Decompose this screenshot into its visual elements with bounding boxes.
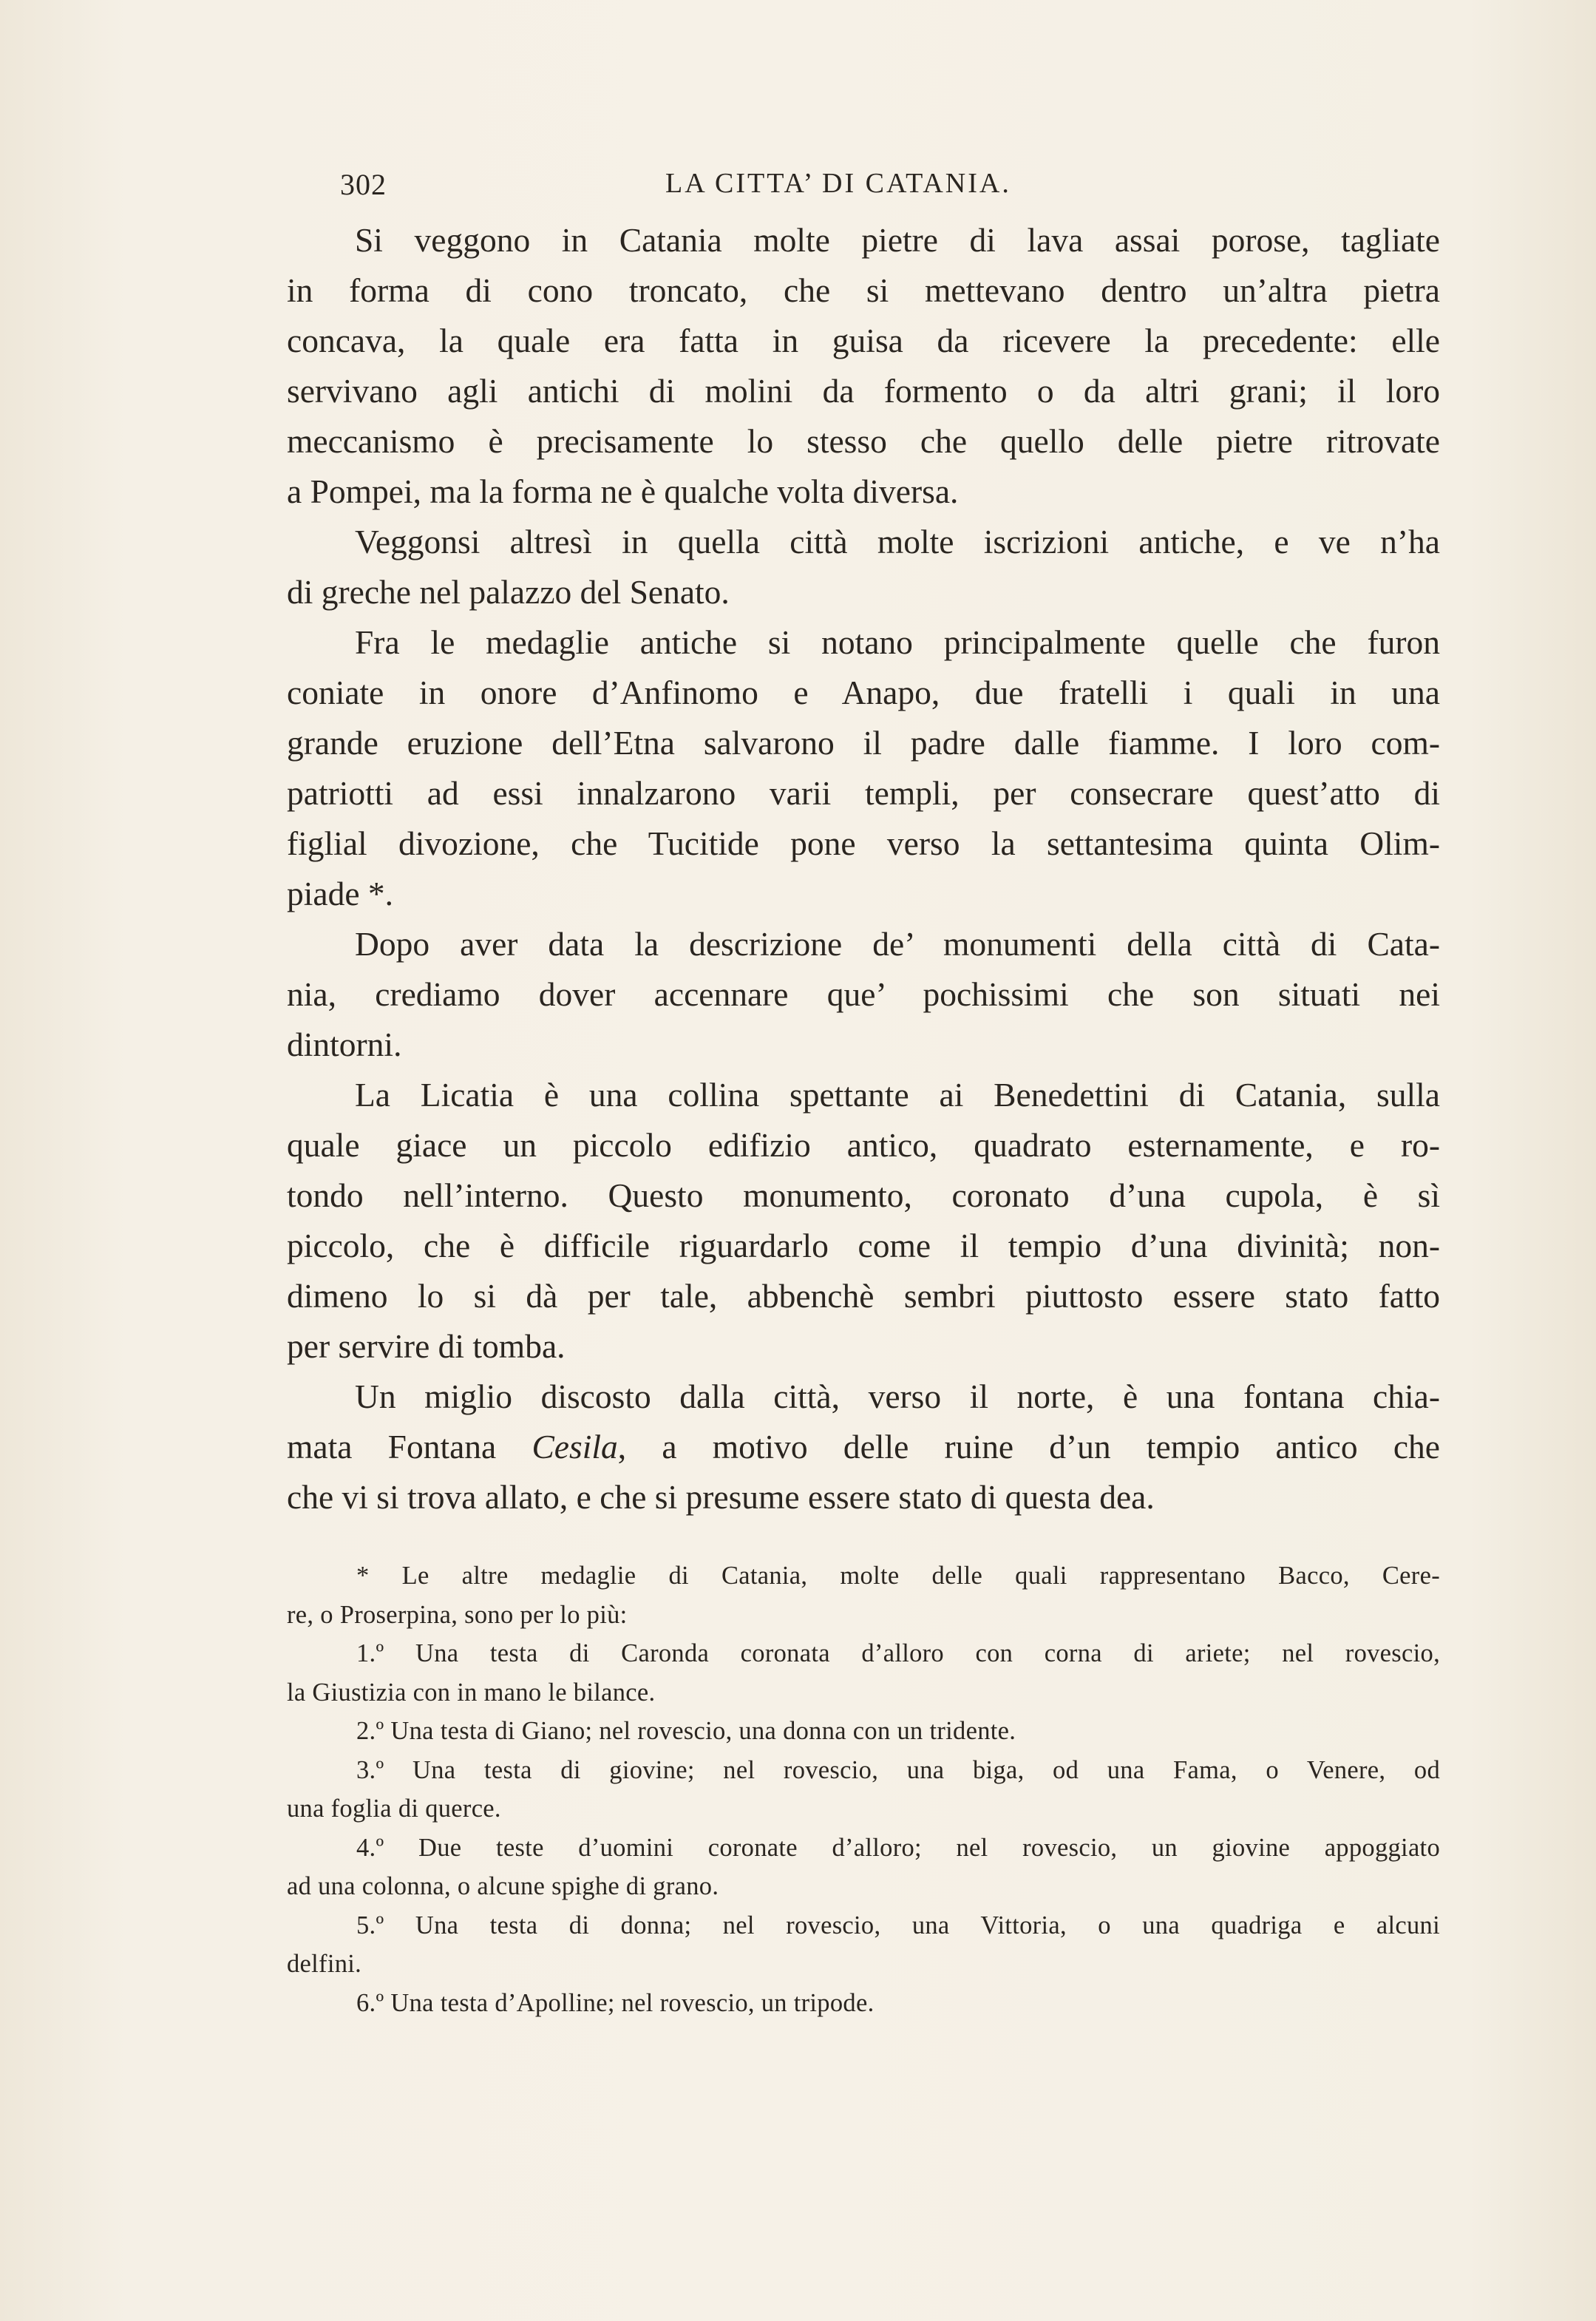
text-segment: mata Fontana bbox=[287, 1428, 532, 1466]
text-line: coniate in onore d’Anfinomo e Anapo, due fratelli i quali in una bbox=[287, 674, 1440, 711]
text-line: piade *. bbox=[287, 875, 394, 912]
text-line: Un miglio discosto dalla città, verso il norte, è una fontana chia- bbox=[355, 1378, 1440, 1415]
text-line: concava, la quale era fatta in guisa da ricevere la precedente: elle bbox=[287, 322, 1440, 359]
footnote-line: 6.º Una testa d’Apolline; nel rovescio, un tripode. bbox=[356, 1988, 875, 2017]
text-line: Veggonsi altresì in quella città molte iscrizioni antiche, e ve n’ha bbox=[355, 523, 1440, 560]
main-text bbox=[287, 215, 1440, 1522]
page-number: 302 bbox=[340, 168, 387, 201]
footnote-line: re, o Proserpina, sono per lo più: bbox=[287, 1600, 628, 1629]
footnote-line: delfini. bbox=[287, 1950, 362, 1978]
running-title: LA CITTA’ DI CATANIA. bbox=[665, 168, 1011, 199]
italic-name: Cesila bbox=[532, 1428, 618, 1466]
text-line: tondo nell’interno. Questo monumento, coronato d’una cupola, è sì bbox=[287, 1176, 1440, 1214]
footnote-line: 4.º Due teste d’uomini coronate d’alloro; nel rovescio, un giovine appoggiato bbox=[356, 1833, 1440, 1862]
text-line: quale giace un piccolo edifizio antico, quadrato esternamente, e ro- bbox=[287, 1126, 1440, 1164]
text-line: Fra le medaglie antiche si notano principalmente quelle che furon bbox=[355, 623, 1440, 661]
footnote-line: 3.º Una testa di giovine; nel rovescio, una biga, od una Fama, o Venere, od bbox=[356, 1755, 1440, 1784]
footnote-line: 2.º Una testa di Giano; nel rovescio, una donna con un tridente. bbox=[356, 1717, 1016, 1745]
text-line: nia, crediamo dover accennare que’ pochissimi che son situati nei bbox=[287, 975, 1440, 1013]
page-header bbox=[340, 167, 1449, 211]
footnote-line: * Le altre medaglie di Catania, molte delle quali rappresentano Bacco, Cere- bbox=[356, 1562, 1440, 1590]
text-line: grande eruzione dell’Etna salvarono il padre dalle fiamme. I loro com- bbox=[287, 724, 1440, 762]
text-line: figlial divozione, che Tucitide pone verso la settantesima quinta Olim- bbox=[287, 824, 1440, 862]
text-line: per servire di tomba. bbox=[287, 1327, 566, 1365]
text-segment: , a motivo delle ruine d’un tempio antico che bbox=[617, 1428, 1440, 1466]
footnotes bbox=[287, 1556, 1440, 2022]
text-line: in forma di cono troncato, che si mettevano dentro un’altra pietra bbox=[287, 271, 1440, 309]
footnote-line: la Giustizia con in mano le bilance. bbox=[287, 1678, 656, 1707]
text-line: servivano agli antichi di molini da formento o da altri grani; il loro bbox=[287, 372, 1440, 410]
text-line: Si veggono in Catania molte pietre di lava assai porose, tagliate bbox=[355, 221, 1440, 259]
footnote-line: 1.º Una testa di Caronda coronata d’alloro con corna di ariete; nel rovescio, bbox=[356, 1639, 1440, 1667]
text-line: dintorni. bbox=[287, 1026, 402, 1063]
text-line: a Pompei, ma la forma ne è qualche volta diversa. bbox=[287, 472, 959, 510]
text-line: Dopo aver data la descrizione de’ monumenti della città di Cata- bbox=[355, 925, 1440, 963]
footnote-line: una foglia di querce. bbox=[287, 1795, 501, 1823]
footnote-line: ad una colonna, o alcune spighe di grano. bbox=[287, 1872, 719, 1900]
text-line bbox=[287, 1422, 1440, 1472]
text-line: piccolo, che è difficile riguardarlo come il tempio d’una divinità; non- bbox=[287, 1227, 1440, 1264]
text-line: di greche nel palazzo del Senato. bbox=[287, 573, 730, 611]
text-line: meccanismo è precisamente lo stesso che quello delle pietre ritrovate bbox=[287, 422, 1440, 460]
footnote-line: 5.º Una testa di donna; nel rovescio, una Vittoria, o una quadriga e alcuni bbox=[356, 1911, 1440, 1939]
text-line: La Licatia è una collina spettante ai Benedettini di Catania, sulla bbox=[355, 1076, 1440, 1114]
text-line: dimeno lo si dà per tale, abbenchè sembri piuttosto essere stato fatto bbox=[287, 1277, 1440, 1315]
text-line: che vi si trova allato, e che si presume essere stato di questa dea. bbox=[287, 1478, 1155, 1516]
text-line: patriotti ad essi innalzarono varii templi, per consecrare quest’atto di bbox=[287, 774, 1440, 812]
